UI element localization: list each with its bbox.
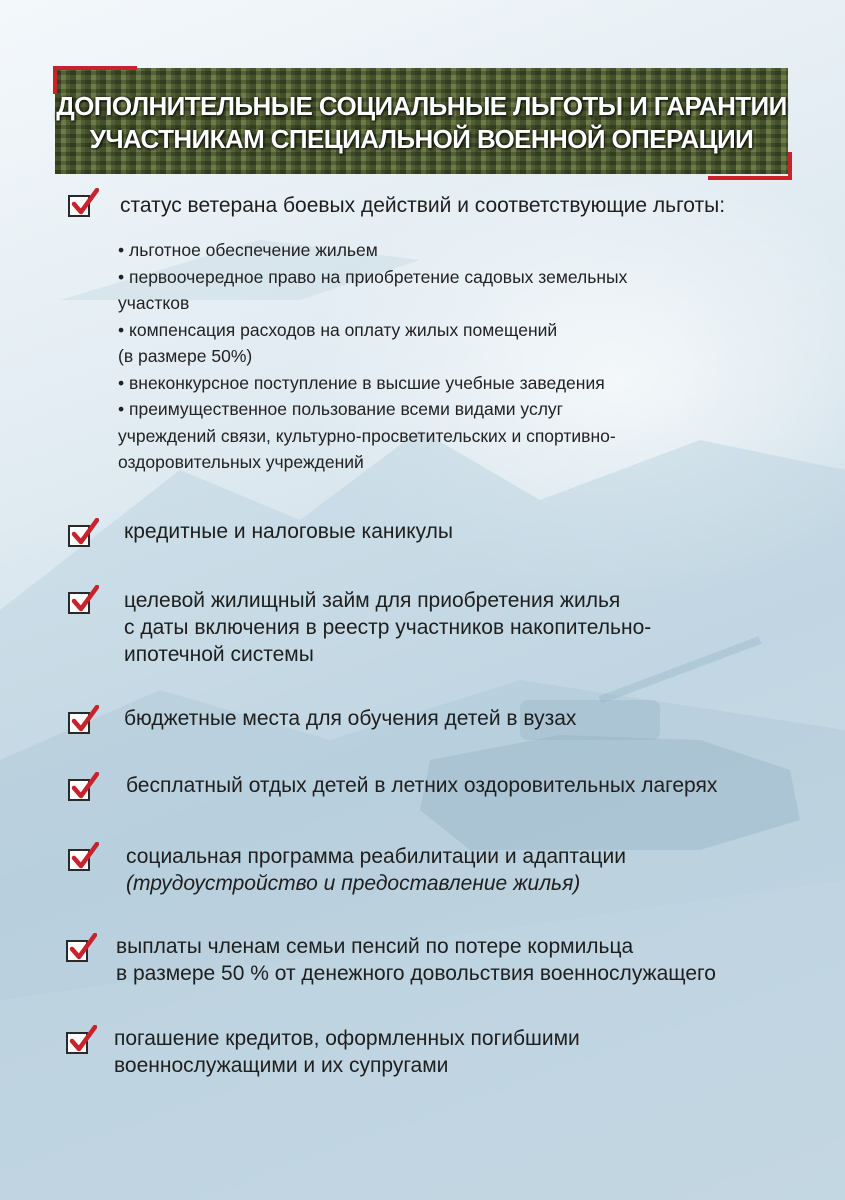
sublist-line: • льготное обеспечение жильем [118,240,378,260]
checkbox-icon [68,195,90,217]
benefit-item-veteran-status [120,192,725,219]
benefit-text: погашение кредитов, оформленных погибшими [114,1027,580,1050]
benefit-item-budget-places [124,705,576,732]
benefit-text: ипотечной системы [124,643,314,666]
benefit-text: бесплатный отдых детей в летних оздоровительных лагерях [126,774,718,797]
benefit-text: целевой жилищный займ для приобретения жилья [124,589,621,612]
checkmark-icon [71,585,99,615]
checkmark-icon [71,518,99,548]
benefit-item-children-rest [126,772,717,799]
benefit-text: статус ветерана боевых действий и соответствующие льготы: [120,194,726,217]
sublist-line: оздоровительных учреждений [118,452,364,472]
benefit-item-loan-repayment [114,1025,580,1079]
sublist-line: учреждений связи, культурно-просветительских и спортивно- [118,425,616,446]
checkmark-icon [71,705,99,735]
benefit-item-survivor-pension [116,933,716,987]
checkbox-icon [68,712,90,734]
page-title [55,90,788,156]
sublist-line: (в размере 50%) [118,346,253,366]
benefit-text: выплаты членам семьи пенсий по потере кормильца [116,935,634,958]
sublist-line: • первоочередное право на приобретение садовых земельных [118,266,628,287]
benefit-text: бюджетные места для обучения детей в вузах [124,707,577,730]
banner-corner-bottom-right [708,152,792,180]
checkmark-icon [71,842,99,872]
benefit-item-credit-holidays [124,518,453,545]
benefit-text: в размере 50 % от денежного довольствия военнослужащего [116,962,716,985]
benefit-text: кредитные и налоговые каникулы [124,520,454,543]
benefit-text: военнослужащими и их супругами [114,1054,449,1077]
checkmark-icon [71,772,99,802]
checkbox-icon [68,779,90,801]
checkmark-icon [69,933,97,963]
benefit-item-housing-loan [124,587,651,668]
veteran-benefits-sublist [118,237,627,476]
sublist-line: участков [118,293,190,313]
sublist-line: • преимущественное пользование всеми видами услуг [118,399,564,419]
benefit-text: социальная программа реабилитации и адаптации [126,845,626,868]
sublist-line: • компенсация расходов на оплату жилых помещений [118,319,558,340]
checkmark-icon [71,188,99,218]
benefit-text: с даты включения в реестр участников накопительно- [124,616,652,639]
benefit-item-rehabilitation [126,843,626,897]
checkbox-icon [68,592,90,614]
checkbox-icon [66,940,88,962]
checkmark-icon [69,1025,97,1055]
checkbox-icon [68,849,90,871]
page-title-line-1: ДОПОЛНИТЕЛЬНЫЕ СОЦИАЛЬНЫЕ ЛЬГОТЫ И ГАРАНТИИ [56,91,787,121]
page-title-line-2: УЧАСТНИКАМ СПЕЦИАЛЬНОЙ ВОЕННОЙ ОПЕРАЦИИ [89,124,754,154]
sublist-line: • внеконкурсное поступление в высшие учебные заведения [118,372,605,393]
benefit-text-italic: (трудоустройство и предоставление жилья) [126,872,581,895]
checkbox-icon [68,525,90,547]
checkbox-icon [66,1032,88,1054]
